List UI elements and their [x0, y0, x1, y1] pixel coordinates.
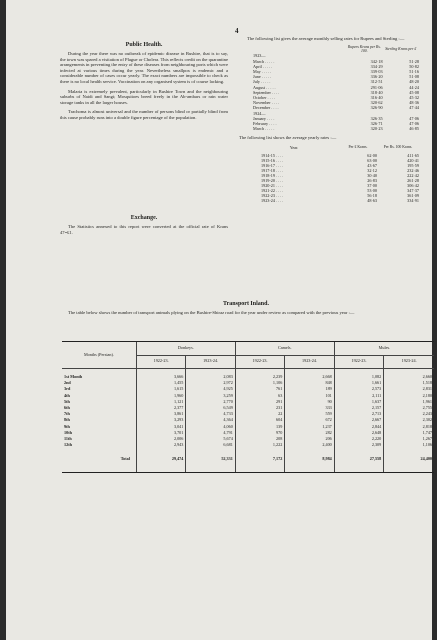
count-cell: 6,549	[186, 405, 235, 411]
yearly-row: 1920-21 . . . . 37·00 306·42	[261, 183, 419, 189]
exchange-heading: Exchange.	[130, 215, 158, 221]
count-cell: 2,400	[285, 442, 334, 448]
count-cell: 282	[285, 430, 334, 436]
rate-row: March . . . . . 320·23 46·85	[253, 126, 419, 132]
rate-row: January . . . . 326·35 47·06	[253, 115, 419, 121]
yearly-row: 1919-20 . . . . 26·83 261·28	[261, 178, 419, 184]
yearly-row: 1917-18 . . . . 32·12 232·46	[261, 168, 419, 174]
count-cell: 2,309	[334, 442, 383, 448]
month-cell: 3rd	[64, 386, 71, 392]
count-cell: 2,943	[136, 442, 185, 448]
count-cell: 4,060	[186, 424, 235, 430]
count-cell: 2,755	[384, 405, 434, 411]
month-cell: 6th	[64, 405, 70, 411]
transport-total-row	[62, 454, 434, 464]
count-cell: 2,818	[384, 424, 434, 430]
year-header: 1922-23.	[235, 355, 284, 368]
right-column	[239, 36, 429, 203]
total-cell: 27,558	[334, 454, 383, 464]
count-cell: 4,925	[186, 386, 235, 392]
count-cell: 3,666	[136, 374, 185, 380]
rate-row: July . . . . . 312·51 48·20	[253, 79, 419, 85]
count-cell: 1,222	[235, 442, 284, 448]
count-cell: 970	[235, 430, 284, 436]
transport-table	[62, 342, 434, 472]
exchange-section	[60, 215, 228, 235]
camels-header: Camels.	[235, 342, 334, 355]
count-cell: 2,844	[334, 424, 383, 430]
mules-header: Mules.	[334, 342, 434, 355]
count-cell: 2,831	[384, 386, 434, 392]
public-health-paragraph-2: Malaria is extremely prevalent, particularly in Bushire Town and the neighbouring suburbs of Naidi and Sangi; Mosquitoes breed freely in the Ab-ambars or rain water storage tanks in all the larger houses.	[60, 88, 228, 105]
count-cell: 604	[235, 417, 284, 423]
count-cell: 2,083	[186, 374, 235, 380]
count-cell: 139	[235, 424, 284, 430]
transport-heading: Transport Inland.	[223, 301, 269, 307]
count-cell: 1,121	[136, 399, 185, 405]
count-cell: 1,267	[384, 436, 434, 442]
year-label-1924: 1924—	[253, 110, 266, 116]
count-cell: 1,637	[334, 399, 383, 405]
count-cell: 1,661	[334, 380, 383, 386]
count-cell: 2,243	[384, 411, 434, 417]
count-cell: 2,377	[136, 405, 185, 411]
year-col-header: Year.	[289, 145, 299, 151]
count-cell: 208	[235, 436, 284, 442]
rate-row: April . . . . . 334·29 50·82	[253, 63, 419, 69]
count-cell: 1,106	[235, 380, 284, 386]
total-label: Total	[120, 456, 130, 462]
count-cell: 2,770	[186, 399, 235, 405]
count-cell: 1,518	[384, 380, 434, 386]
month-cell: 1st Month	[64, 374, 83, 379]
count-cell: 4,364	[186, 417, 235, 423]
count-cell: 3,701	[136, 430, 185, 436]
rates-intro: The following list gives the average monthly selling rates for Rupees and Sterling :—	[247, 36, 405, 41]
yearly-row: 1918-19 . . . . 30·40 222·42	[261, 173, 419, 179]
count-cell: 2,111	[334, 393, 383, 399]
count-cell: 2,220	[334, 436, 383, 442]
public-health-paragraph-1: During the year there was no outbreak of epidemic disease in Bushire, that is to say, the town was spared a visitation of Plague or Cholera. This reflects credit on the quarantine arrangements in preventing the entry of these diseases from neighbouring ports which were infected at various times during the year. Nevertheless smallpox is endemic and a considerable number of cases occur yearly. The exact numbers are impossible to check as there is no local health service. Vaccination on any organised system is of course lacking.	[60, 51, 228, 84]
months-header: Months (Persian).	[62, 342, 136, 368]
total-cell: 52,331	[186, 454, 235, 464]
month-cell: 12th	[64, 442, 72, 448]
year-header: 1922-23.	[334, 355, 383, 368]
count-cell: 63	[235, 393, 284, 399]
year-header: 1922-23.	[136, 355, 185, 368]
page-number: 4	[235, 27, 239, 35]
count-cell: 4,791	[186, 430, 235, 436]
count-cell: 2,660	[384, 374, 434, 380]
left-column	[60, 42, 228, 121]
count-cell: 2,006	[136, 436, 185, 442]
yearly-rates-table	[249, 145, 419, 203]
document-page	[6, 0, 432, 640]
count-cell: 291	[235, 399, 284, 405]
public-health-paragraph-3: Trachoma is almost universal and the number of persons blind or partially blind from this cause probably runs into a double figure percentage of the population.	[60, 109, 228, 120]
yearly-row: 1921-22 . . . . 53·00 347·37	[261, 188, 419, 194]
count-cell: 1,960	[136, 393, 185, 399]
count-cell: 231	[235, 405, 284, 411]
count-cell: 1,106	[384, 442, 434, 448]
count-cell: 90	[285, 399, 334, 405]
rate-row: March . . . . . 342·18 51·28	[253, 58, 419, 64]
count-cell: 1,082	[334, 374, 383, 380]
total-cell: 8,984	[285, 454, 334, 464]
count-cell: 1,615	[136, 386, 185, 392]
count-cell: 333	[285, 405, 334, 411]
rate-row: November . . . . 320·62 48·36	[253, 100, 419, 106]
yearly-row: 1923-24 . . . . 48·63 334·91	[261, 198, 419, 204]
count-cell: 101	[285, 393, 334, 399]
count-cell: 6,681	[186, 442, 235, 448]
transport-table-wrap	[62, 341, 434, 473]
total-cell: 7,172	[235, 454, 284, 464]
transport-intro: The table below shows the number of transport animals plying on the Bushire-Shiraz road for the year under review as compared with the previous year :—	[68, 310, 355, 315]
count-cell: 2,972	[186, 380, 235, 386]
rate-row: September . . . . 318·40 45·08	[253, 89, 419, 95]
count-cell: 672	[285, 417, 334, 423]
yearly-row: 1916-17 . . . . 43·67 195·59	[261, 163, 419, 169]
yearly-row: 1914-15 . . . . 62·00 411·65	[261, 153, 419, 159]
yearly-row: 1922-23 . . . . 56·18 361·09	[261, 193, 419, 199]
rupees-col-header: Rupees Krans per Rs. 100.	[347, 44, 381, 53]
count-cell: 1,961	[384, 399, 434, 405]
month-cell: 2nd	[64, 380, 71, 386]
year-header: 1923-24.	[186, 355, 235, 368]
year-label-1923: 1923—	[253, 53, 266, 59]
rate-row: June . . . . . 336·20 51·08	[253, 74, 419, 80]
count-cell: 1,455	[136, 380, 185, 386]
count-cell: 2,157	[334, 405, 383, 411]
count-cell: 2,668	[285, 374, 334, 380]
rate-row: October . . . . 316·40 45·32	[253, 95, 419, 101]
exchange-text: The Statistics annexed to this report were converted at the official rate of Krans 47=£1.	[60, 224, 228, 235]
count-cell: 2,302	[384, 417, 434, 423]
total-cell: 24,400	[384, 454, 434, 464]
count-cell: 3,293	[136, 417, 185, 423]
count-cell: 189	[285, 386, 334, 392]
monthly-rates-table	[253, 45, 419, 132]
sterling-col-header: Sterling Krans per £	[385, 46, 417, 51]
count-cell: 5,674	[186, 436, 235, 442]
month-cell: 10th	[64, 429, 72, 435]
count-cell: 1,747	[384, 430, 434, 436]
count-cell: 2,180	[384, 393, 434, 399]
count-cell: 206	[285, 436, 334, 442]
year-header: 1923-24.	[285, 355, 334, 368]
count-cell: 2,648	[334, 430, 383, 436]
transport-body	[62, 374, 434, 448]
count-cell: 3,259	[186, 393, 235, 399]
public-health-heading: Public Health.	[125, 42, 163, 48]
count-cell: 559	[285, 411, 334, 417]
count-cell: 2,573	[334, 386, 383, 392]
count-cell: 22	[235, 411, 284, 417]
yearly-intro: The following list shows the average yearly rates :—	[239, 135, 337, 141]
per-pound-header: Per £ Krans.	[348, 145, 368, 150]
per-100-rupees-header: Per Rs. 100 Krans.	[383, 145, 413, 150]
count-cell: 761	[235, 386, 284, 392]
rate-row: May . . . . . 339·03 51·16	[253, 69, 419, 75]
yearly-row: 1915-16 . . . . 63·00 420·41	[261, 158, 419, 164]
month-cell: 4th	[64, 392, 70, 398]
month-cell: 9th	[64, 423, 70, 429]
count-cell: 2,713	[334, 411, 383, 417]
month-cell: 11th	[64, 436, 72, 442]
count-cell: 2,667	[334, 417, 383, 423]
rate-row: August . . . . . 291·06 44·24	[253, 84, 419, 90]
count-cell: 848	[285, 380, 334, 386]
count-cell: 4,733	[186, 411, 235, 417]
year-header: 1923-24.	[384, 355, 434, 368]
rate-row: December . . . . 326·90 47·44	[253, 105, 419, 111]
rate-row: February . . . . 326·71 47·06	[253, 121, 419, 127]
count-cell: 1,237	[285, 424, 334, 430]
month-cell: 8th	[64, 417, 70, 423]
month-cell: 7th	[64, 411, 70, 417]
count-cell: 3,861	[136, 411, 185, 417]
count-cell: 2,239	[235, 374, 284, 380]
count-cell: 3,041	[136, 424, 185, 430]
month-cell: 5th	[64, 398, 70, 404]
total-cell: 29,474	[136, 454, 185, 464]
donkeys-header: Donkeys.	[136, 342, 235, 355]
